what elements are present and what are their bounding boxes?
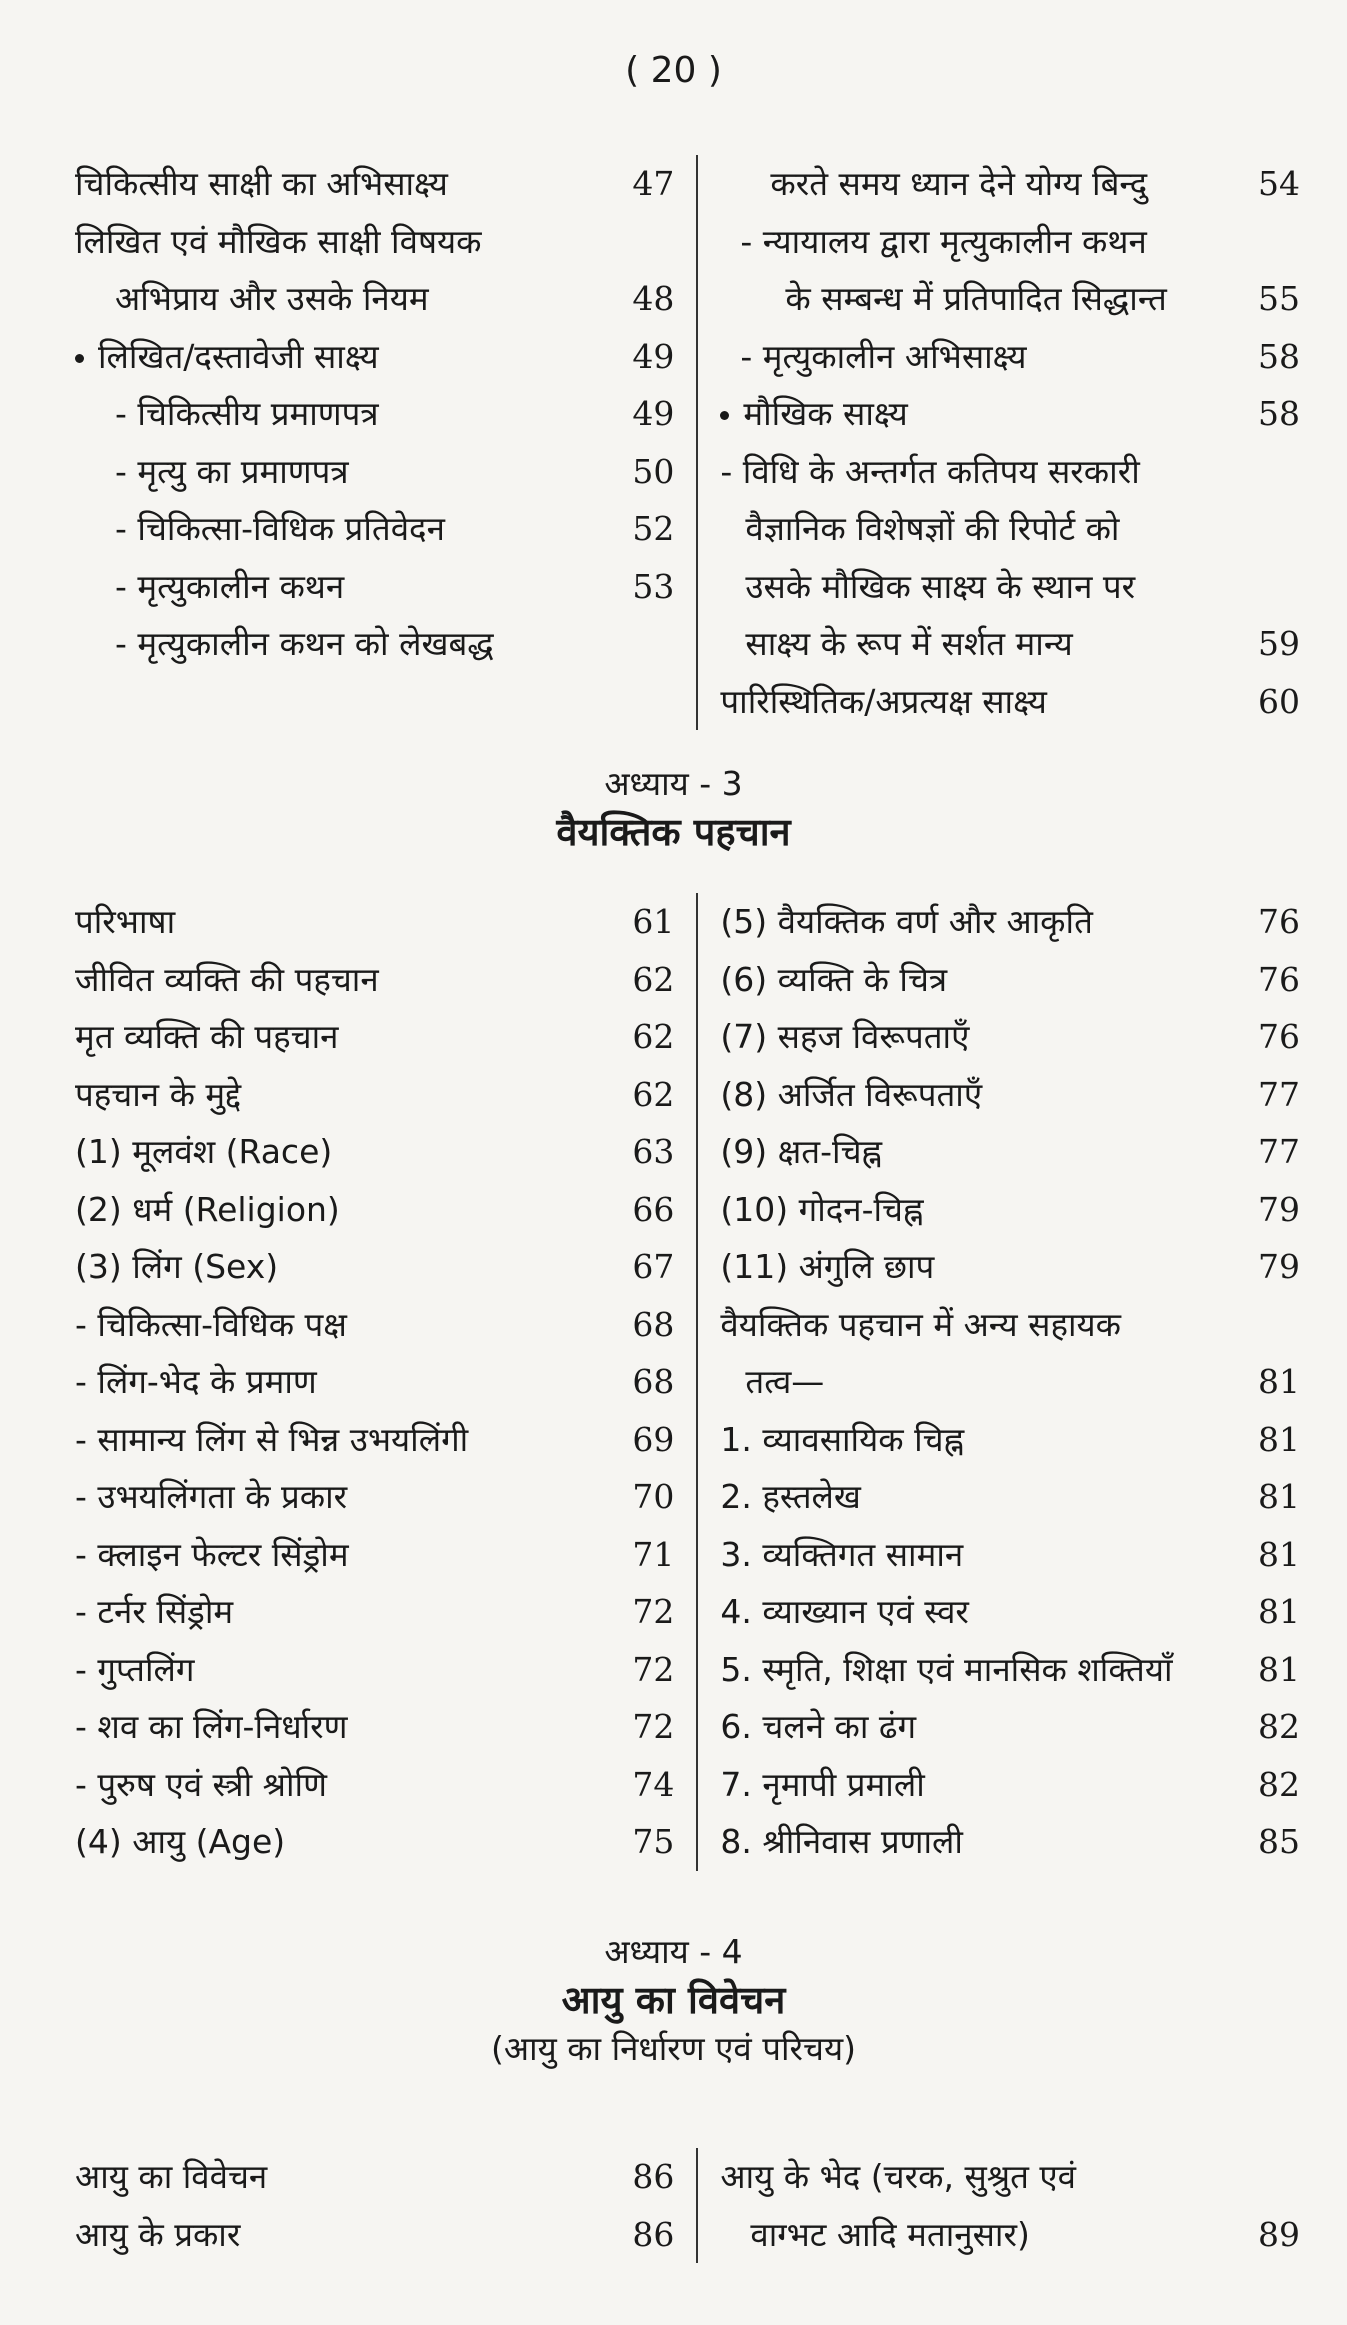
toc-entry-label: 3. व्यक्तिगत सामान (720, 1534, 964, 1574)
toc-page-number: 72 (632, 1707, 675, 1746)
toc-entry-label: वैज्ञानिक विशेषज्ञों की रिपोर्ट को (745, 509, 1120, 548)
toc-page-number: 55 (1258, 279, 1300, 318)
toc-entry-label: करते समय ध्यान देने योग्य बिन्दु (770, 164, 1148, 203)
toc-entry-label: (4) आयु (Age) (75, 1822, 286, 1861)
toc-entry-label: आयु के प्रकार (75, 2214, 241, 2254)
toc-page-number: 68 (632, 1304, 675, 1344)
toc-page-number: 86 (632, 2157, 675, 2196)
toc-entry (720, 1181, 1300, 1239)
toc-section-1 (75, 155, 1300, 730)
toc-entry-text (75, 270, 614, 328)
toc-entry (75, 500, 674, 558)
toc-entry-text (75, 2148, 614, 2206)
toc-entry-text (75, 155, 614, 213)
toc-entry-text (720, 213, 1240, 271)
toc-entry (75, 385, 674, 443)
toc-entry-label: जीवित व्यक्ति की पहचान (75, 959, 379, 999)
toc-right-column (696, 893, 1300, 1871)
toc-entry-text (75, 1353, 614, 1411)
toc-entry-label: - पुरुष एवं स्त्री श्रोणि (75, 1764, 327, 1804)
toc-page-number: 67 (632, 1247, 675, 1286)
chapter-4-heading (0, 1928, 1347, 2070)
toc-page-number: 76 (1258, 1017, 1300, 1056)
toc-entry (75, 155, 674, 213)
toc-entry (720, 443, 1300, 501)
toc-page-number: 81 (1258, 1419, 1300, 1459)
toc-entry-label: वाग्भट आदि मतानुसार) (750, 2214, 1030, 2254)
toc-page-number: 81 (1258, 1534, 1300, 1574)
toc-page-number: 86 (632, 2214, 675, 2254)
toc-entry (75, 213, 674, 271)
toc-entry (720, 385, 1300, 443)
toc-page-number: 76 (1258, 902, 1300, 941)
toc-entry-label: चिकित्सीय साक्षी का अभिसाक्ष्य (75, 164, 448, 203)
toc-entry (720, 1641, 1300, 1699)
toc-page-number: 81 (1258, 1477, 1300, 1516)
toc-entry-text (720, 1123, 1240, 1181)
toc-entry-text (720, 1698, 1240, 1756)
toc-entry (75, 328, 674, 386)
toc-entry-label: आयु का विवेचन (75, 2157, 268, 2196)
toc-entry (75, 951, 674, 1009)
toc-entry (720, 1526, 1300, 1584)
toc-entry (75, 1698, 674, 1756)
toc-entry-label: लिखित/दस्तावेजी साक्ष्य (98, 336, 379, 376)
toc-entry (720, 1756, 1300, 1814)
toc-page-number: 53 (632, 566, 675, 606)
toc-page-number: 75 (632, 1822, 675, 1861)
toc-entry-label: - चिकित्सीय प्रमाणपत्र (115, 394, 379, 433)
toc-entry-label: अभिप्राय और उसके नियम (115, 279, 429, 318)
toc-page-number: 58 (1258, 336, 1300, 376)
toc-entry (720, 270, 1300, 328)
toc-entry-text (75, 1583, 614, 1641)
toc-entry-label: - न्यायालय द्वारा मृत्युकालीन कथन (740, 221, 1147, 261)
toc-entry (720, 1008, 1300, 1066)
toc-entry-text (75, 1526, 614, 1584)
toc-entry-text (720, 500, 1240, 558)
toc-entry-label: (8) अर्जित विरूपताएँ (720, 1074, 983, 1114)
toc-entry-label: - टर्नर सिंड्रोम (75, 1592, 234, 1631)
toc-entry (720, 2148, 1300, 2206)
toc-entry (720, 558, 1300, 616)
toc-entry-text (720, 1526, 1240, 1584)
toc-entry-label: - गुप्तलिंग (75, 1649, 195, 1689)
toc-page-number: 62 (632, 1017, 675, 1056)
toc-entry (75, 1066, 674, 1124)
toc-page-number: 82 (1258, 1764, 1300, 1804)
toc-entry (720, 155, 1300, 213)
toc-section-3 (75, 2148, 1300, 2263)
toc-page-number: 59 (1258, 624, 1300, 663)
toc-entry-label: उसके मौखिक साक्ष्य के स्थान पर (745, 566, 1136, 606)
toc-entry (720, 1353, 1300, 1411)
toc-entry (75, 443, 674, 501)
toc-entry-text (720, 951, 1240, 1009)
toc-entry-text (75, 615, 614, 673)
toc-section-2 (75, 893, 1300, 1871)
toc-entry (720, 1698, 1300, 1756)
toc-entry-text (720, 1583, 1240, 1641)
toc-entry-text (720, 1181, 1240, 1239)
toc-entry-text (75, 1008, 614, 1066)
toc-entry-text (720, 328, 1240, 386)
toc-entry-label: - चिकित्सा-विधिक पक्ष (75, 1304, 347, 1344)
toc-page-number: 47 (632, 164, 675, 203)
toc-entry (720, 673, 1300, 731)
toc-entry (75, 1353, 674, 1411)
toc-page-number: 79 (1258, 1247, 1300, 1286)
toc-entry (720, 1296, 1300, 1354)
toc-entry-text (720, 1008, 1240, 1066)
toc-entry-text (720, 673, 1240, 731)
toc-page-number: 58 (1258, 394, 1300, 433)
toc-page-number: 54 (1258, 164, 1300, 203)
toc-entry-text (75, 213, 614, 271)
toc-entry-label: (9) क्षत-चिह्न (720, 1132, 883, 1171)
toc-entry-text (720, 1468, 1240, 1526)
toc-entry-label: साक्ष्य के रूप में सर्शत मान्य (745, 624, 1073, 663)
toc-entry-label: - मृत्युकालीन अभिसाक्ष्य (740, 336, 1027, 376)
toc-page-number: 85 (1258, 1822, 1300, 1861)
toc-entry-label: लिखित एवं मौखिक साक्षी विषयक (75, 221, 482, 261)
toc-entry-label: - मृत्यु का प्रमाणपत्र (115, 451, 349, 491)
toc-entry (720, 893, 1300, 951)
toc-entry-label: (10) गोदन-चिह्न (720, 1189, 924, 1229)
toc-right-column (696, 155, 1300, 730)
toc-entry (720, 1411, 1300, 1469)
toc-entry (720, 213, 1300, 271)
toc-entry (720, 615, 1300, 673)
toc-entry (720, 1468, 1300, 1526)
chapter-number: अध्याय - 4 (604, 1932, 743, 1971)
toc-page-number: 77 (1258, 1074, 1300, 1114)
toc-entry (720, 951, 1300, 1009)
toc-entry-label: (1) मूलवंश (Race) (75, 1132, 333, 1171)
toc-entry-label: तत्व— (745, 1362, 825, 1401)
toc-entry-label: - उभयलिंगता के प्रकार (75, 1477, 348, 1516)
toc-page-number: 62 (632, 1074, 675, 1114)
toc-entry (75, 1123, 674, 1181)
toc-entry (75, 1181, 674, 1239)
toc-entry-text (75, 1123, 614, 1181)
toc-entry-text (75, 951, 614, 1009)
toc-entry-label: (3) लिंग (Sex) (75, 1247, 279, 1286)
toc-page-number: 89 (1258, 2214, 1300, 2254)
toc-left-column (75, 893, 696, 1871)
toc-entry-label: (7) सहज विरूपताएँ (720, 1017, 970, 1056)
toc-left-column (75, 2148, 696, 2263)
bullet-icon (75, 354, 84, 363)
toc-page-number: 50 (632, 451, 675, 491)
bullet-icon (720, 411, 729, 420)
toc-page-number: 52 (632, 509, 675, 548)
toc-entry (75, 270, 674, 328)
toc-page-number: 48 (632, 279, 675, 318)
toc-entry-label: (11) अंगुलि छाप (720, 1247, 935, 1286)
toc-page-number: 69 (632, 1419, 675, 1459)
toc-entry-label: 1. व्यावसायिक चिह्न (720, 1419, 965, 1459)
toc-page-number: 60 (1258, 681, 1300, 721)
toc-page-number: 62 (632, 959, 675, 999)
toc-page-number: 76 (1258, 959, 1300, 999)
toc-entry-label: - शव का लिंग-निर्धारण (75, 1707, 348, 1746)
toc-entry-text (75, 385, 614, 443)
toc-entry (75, 1526, 674, 1584)
toc-page-number: 72 (632, 1592, 675, 1631)
toc-left-column (75, 155, 696, 730)
toc-entry-text (75, 328, 614, 386)
toc-entry-text (75, 1756, 614, 1814)
chapter-subtitle: (आयु का निर्धारण एवं परिचय) (490, 2029, 856, 2068)
toc-entry-text (720, 1756, 1240, 1814)
toc-page-number: 81 (1258, 1592, 1300, 1631)
toc-entry-label: आयु के भेद (चरक, सुश्रुत एवं (720, 2157, 1077, 2196)
toc-entry (720, 500, 1300, 558)
toc-entry-label: - विधि के अन्तर्गत कतिपय सरकारी (720, 451, 1140, 491)
toc-entry-label: - लिंग-भेद के प्रमाण (75, 1362, 317, 1401)
toc-entry-text (75, 1641, 614, 1699)
toc-page-number: 66 (632, 1189, 675, 1229)
toc-page-number: 81 (1258, 1649, 1300, 1689)
chapter-number: अध्याय - 3 (604, 764, 743, 803)
toc-page-number: 70 (632, 1477, 675, 1516)
toc-entry (75, 1756, 674, 1814)
toc-entry-text (720, 893, 1240, 951)
toc-page-number: 79 (1258, 1189, 1300, 1229)
toc-entry-label: 8. श्रीनिवास प्रणाली (720, 1822, 963, 1861)
toc-entry-label: के सम्बन्ध में प्रतिपादित सिद्धान्त (785, 279, 1167, 318)
toc-entry (720, 2206, 1300, 2264)
toc-entry-text (720, 270, 1240, 328)
toc-page-number: 71 (632, 1534, 675, 1574)
toc-entry-text (75, 1066, 614, 1124)
toc-entry-label: (2) धर्म (Religion) (75, 1189, 340, 1229)
toc-entry (75, 2206, 674, 2264)
toc-entry-label: - मृत्युकालीन कथन (115, 566, 345, 606)
toc-entry-label: वैयक्तिक पहचान में अन्य सहायक (720, 1304, 1122, 1344)
toc-entry-text (75, 1296, 614, 1354)
toc-entry-text (75, 1813, 614, 1871)
toc-entry (75, 1813, 674, 1871)
toc-page-number: 61 (632, 902, 675, 941)
toc-entry (75, 2148, 674, 2206)
toc-entry-text (75, 1181, 614, 1239)
toc-entry (720, 328, 1300, 386)
toc-entry-text (75, 1411, 614, 1469)
toc-entry (75, 1008, 674, 1066)
toc-entry-text (720, 155, 1240, 213)
toc-page-number: 81 (1258, 1362, 1300, 1401)
toc-entry-label: 6. चलने का ढंग (720, 1707, 917, 1746)
toc-entry-text (720, 558, 1240, 616)
toc-entry-label: - सामान्य लिंग से भिन्न उभयलिंगी (75, 1419, 469, 1459)
toc-entry (75, 1583, 674, 1641)
toc-entry-text (720, 1411, 1240, 1469)
toc-page-number: 82 (1258, 1707, 1300, 1746)
toc-right-column (696, 2148, 1300, 2263)
toc-page-number: 63 (632, 1132, 675, 1171)
toc-entry-label: मृत व्यक्ति की पहचान (75, 1017, 339, 1056)
chapter-title: वैयक्तिक पहचान (556, 810, 791, 854)
toc-entry-text (720, 1353, 1240, 1411)
toc-entry-label: पारिस्थितिक/अप्रत्यक्ष साक्ष्य (720, 681, 1047, 721)
toc-page-number: 77 (1258, 1132, 1300, 1171)
toc-entry-text (720, 615, 1240, 673)
toc-entry (75, 893, 674, 951)
toc-entry-label: परिभाषा (75, 902, 176, 941)
page-number: ( 20 ) (625, 50, 722, 91)
toc-entry-label: - चिकित्सा-विधिक प्रतिवेदन (115, 509, 445, 548)
toc-entry (75, 1296, 674, 1354)
toc-entry (720, 1583, 1300, 1641)
toc-entry-text (75, 2206, 614, 2264)
toc-entry-text (720, 1641, 1240, 1699)
toc-entry-text (720, 2206, 1240, 2264)
toc-entry-text (720, 2148, 1240, 2206)
toc-entry-text (720, 1238, 1240, 1296)
toc-entry-label: - क्लाइन फेल्टर सिंड्रोम (75, 1534, 349, 1574)
toc-entry-text (720, 1813, 1240, 1871)
chapter-title: आयु का विवेचन (561, 1978, 786, 2022)
toc-entry (720, 1066, 1300, 1124)
toc-entry (75, 1641, 674, 1699)
toc-page-number: 49 (632, 336, 675, 376)
toc-entry-text (75, 1238, 614, 1296)
toc-entry (75, 558, 674, 616)
toc-page-number: 74 (632, 1764, 675, 1804)
toc-entry-text (75, 558, 614, 616)
toc-entry-label: 2. हस्तलेख (720, 1477, 861, 1516)
toc-entry-label: 5. स्मृति, शिक्षा एवं मानसिक शक्तियाँ (720, 1649, 1173, 1689)
toc-entry-text (720, 443, 1240, 501)
chapter-3-heading (0, 760, 1347, 857)
toc-entry-text (75, 500, 614, 558)
toc-entry-label: (5) वैयक्तिक वर्ण और आकृति (720, 902, 1093, 941)
toc-page-number: 68 (632, 1362, 675, 1401)
toc-entry (75, 1238, 674, 1296)
toc-entry-text (720, 385, 1240, 443)
toc-entry-text (75, 1468, 614, 1526)
toc-entry-label: मौखिक साक्ष्य (743, 394, 908, 433)
toc-entry-label: 7. नृमापी प्रमाली (720, 1764, 925, 1804)
toc-entry-label: 4. व्याख्यान एवं स्वर (720, 1592, 969, 1631)
toc-entry-label: - मृत्युकालीन कथन को लेखबद्ध (115, 624, 494, 663)
toc-page-number: 49 (632, 394, 675, 433)
toc-entry-text (720, 1066, 1240, 1124)
toc-entry (720, 1123, 1300, 1181)
toc-entry (75, 615, 674, 673)
toc-entry-label: पहचान के मुद्दे (75, 1074, 242, 1114)
toc-entry (720, 1813, 1300, 1871)
toc-entry-text (75, 1698, 614, 1756)
toc-entry (75, 1468, 674, 1526)
toc-page-number: 72 (632, 1649, 675, 1689)
toc-entry-text (75, 893, 614, 951)
toc-entry-label: (6) व्यक्ति के चित्र (720, 959, 948, 999)
toc-entry (720, 1238, 1300, 1296)
toc-entry (75, 1411, 674, 1469)
toc-entry-text (75, 443, 614, 501)
toc-entry-text (720, 1296, 1240, 1354)
